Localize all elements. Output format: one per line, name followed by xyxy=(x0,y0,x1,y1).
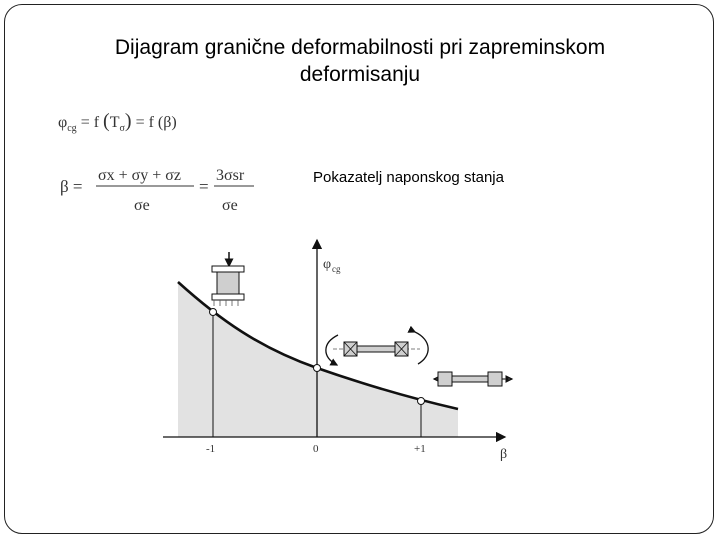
subtitle-label: Pokazatelj naponskog stanja xyxy=(313,169,504,186)
tick-label-plus1: +1 xyxy=(414,443,426,455)
tick-label-zero: 0 xyxy=(313,443,319,455)
formula-paren-close: ) xyxy=(124,110,132,132)
compression-specimen-icon xyxy=(212,252,244,306)
y-axis-label-sub: cg xyxy=(332,264,341,274)
formula-phi-symbol: φ xyxy=(58,114,68,131)
formula-beta-lhs: β = xyxy=(60,177,83,196)
formula-paren-open: ( xyxy=(103,110,110,132)
title-line-1: Dijagram granične deformabilnosti pri zapreminskom xyxy=(114,36,606,59)
y-axis-label: φ xyxy=(323,257,332,272)
title-line-2: deformisanju xyxy=(299,63,421,86)
formula-beta-arg: (β) xyxy=(157,114,177,131)
formula-T-sub: σ xyxy=(119,123,125,135)
formula-T: T xyxy=(109,114,120,131)
tick-label-minus1: -1 xyxy=(206,443,216,455)
formula-phi-sub: cg xyxy=(67,123,77,135)
x-axis-label: β xyxy=(500,447,508,462)
formula-eq-1: = f xyxy=(80,114,100,131)
formula-denominator-2: σe xyxy=(222,197,238,214)
formula-denominator: σe xyxy=(134,197,150,214)
curve-point-plus1 xyxy=(418,398,425,405)
formula-eq-3: = xyxy=(199,177,209,196)
formula-numerator: σx + σy + σz xyxy=(98,167,182,184)
torsion-specimen-icon xyxy=(326,332,428,365)
formula-eq-2: = f xyxy=(135,114,154,131)
curve-point-zero xyxy=(314,365,321,372)
curve-point-minus1 xyxy=(210,309,217,316)
formula-numerator-2: 3σsr xyxy=(216,167,245,184)
tension-specimen-icon xyxy=(434,372,512,386)
